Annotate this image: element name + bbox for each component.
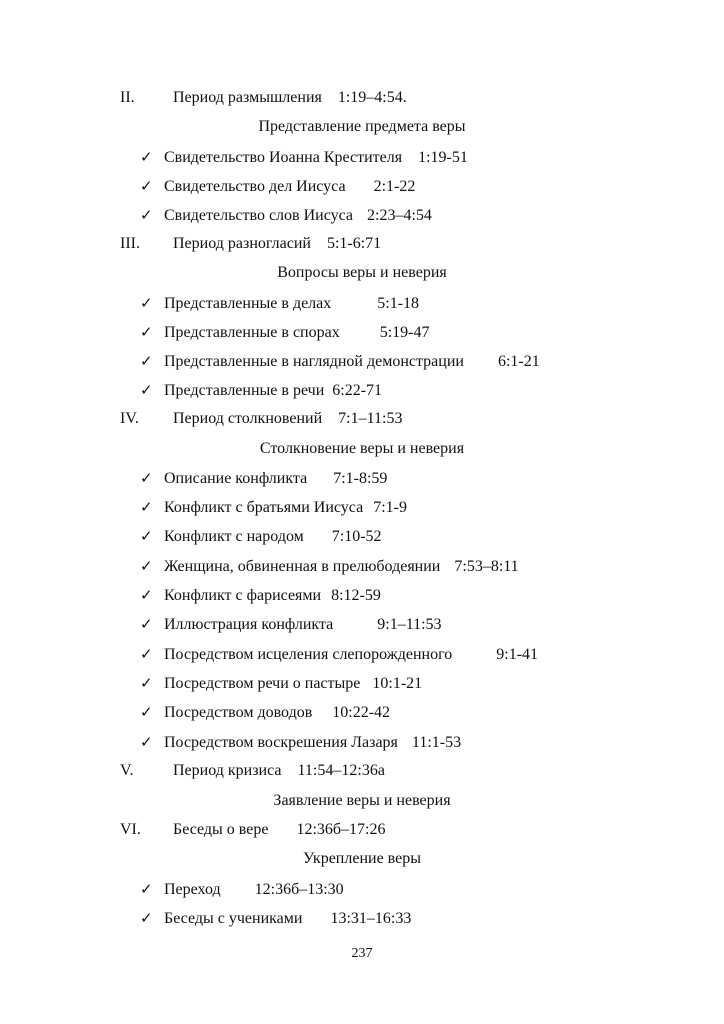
item-ref: 7:1-8:59 xyxy=(333,470,388,487)
item-label: Посредством доводов xyxy=(164,704,313,721)
item-ref: 5:19-47 xyxy=(379,324,430,341)
section-title: Период столкновений xyxy=(173,410,323,427)
section-numeral: II. xyxy=(120,89,135,106)
item-ref: 9:1–11:53 xyxy=(377,616,442,633)
page-number: 237 xyxy=(351,946,373,961)
item-ref: 13:31–16:33 xyxy=(330,910,412,927)
list-item xyxy=(140,468,387,489)
section-title: Беседы о вере xyxy=(173,821,269,838)
check-icon: ✓ xyxy=(140,909,153,927)
item-label: Свидетельство дел Иисуса xyxy=(164,178,346,195)
item-ref: 7:10-52 xyxy=(331,528,382,545)
check-icon: ✓ xyxy=(140,615,153,633)
item-label: Посредством воскрешения Лазаря xyxy=(164,734,398,751)
check-icon: ✓ xyxy=(140,381,153,399)
item-label: Представленные в спорах xyxy=(164,324,340,341)
section-ref: 7:1–11:53 xyxy=(338,410,403,427)
section-ref: 12:36б–17:26 xyxy=(296,821,386,838)
item-label: Свидетельство Иоанна Крестителя xyxy=(164,149,403,166)
item-ref: 6:1-21 xyxy=(497,353,540,370)
item-ref: 12:36б–13:30 xyxy=(254,881,344,898)
item-label: Беседы с учениками xyxy=(164,910,303,927)
item-label: Конфликт с братьями Иисуса xyxy=(164,499,364,516)
section-title: Период разногласий xyxy=(173,235,311,252)
item-ref: 2:23–4:54 xyxy=(367,207,432,224)
section-numeral: IV. xyxy=(120,410,139,427)
item-label: Посредством исцеления слепорожденного xyxy=(164,646,453,663)
check-icon: ✓ xyxy=(140,469,153,487)
section-heading xyxy=(173,820,385,840)
check-icon: ✓ xyxy=(140,498,153,516)
item-ref: 6:22-71 xyxy=(332,382,383,399)
item-ref: 5:1-18 xyxy=(377,295,420,312)
check-icon: ✓ xyxy=(140,880,153,898)
item-label: Представленные в делах xyxy=(164,295,332,312)
check-icon: ✓ xyxy=(140,645,153,663)
list-item xyxy=(140,380,382,401)
item-label: Свидетельство слов Иисуса xyxy=(164,207,353,224)
check-icon: ✓ xyxy=(140,557,153,575)
item-label: Иллюстрация конфликта xyxy=(164,616,334,633)
item-label: Переход xyxy=(164,881,221,898)
list-item xyxy=(140,702,390,723)
item-ref: 10:22-42 xyxy=(332,704,391,721)
list-item xyxy=(140,293,419,314)
section-subtitle: Представление предмета веры xyxy=(258,118,466,135)
list-item xyxy=(140,351,540,372)
item-ref: 9:1-41 xyxy=(496,646,539,663)
section-title: Период кризиса xyxy=(173,762,282,779)
list-item xyxy=(140,322,429,343)
check-icon: ✓ xyxy=(140,177,153,195)
item-ref: 10:1-21 xyxy=(372,675,423,692)
item-ref: 7:1-9 xyxy=(373,499,407,516)
section-subtitle: Укрепление веры xyxy=(303,850,421,867)
list-item xyxy=(140,879,344,900)
section-ref: 11:54–12:36а xyxy=(297,762,385,779)
section-subtitle: Заявление веры и неверия xyxy=(273,792,451,809)
list-item xyxy=(140,673,422,694)
item-ref: 7:53–8:11 xyxy=(454,558,519,575)
section-title: Период размышления xyxy=(173,89,322,106)
section-heading xyxy=(173,88,407,108)
list-item xyxy=(140,497,407,518)
section-ref: 1:19–4:54. xyxy=(337,89,407,106)
check-icon: ✓ xyxy=(140,323,153,341)
item-label: Конфликт с фарисеями xyxy=(164,587,322,604)
check-icon: ✓ xyxy=(140,148,153,166)
section-numeral: VI. xyxy=(120,821,141,838)
item-label: Женщина, обвиненная в прелюбодеянии xyxy=(164,558,441,575)
check-icon: ✓ xyxy=(140,733,153,751)
list-item xyxy=(140,732,461,753)
list-item xyxy=(140,556,519,577)
item-label: Представленные в речи xyxy=(164,382,325,399)
list-item xyxy=(140,908,411,929)
item-label: Описание конфликта xyxy=(164,470,308,487)
section-heading xyxy=(173,409,402,429)
list-item xyxy=(140,147,468,168)
item-ref: 11:1-53 xyxy=(411,734,462,751)
item-label: Представленные в наглядной демонстрации xyxy=(164,353,464,370)
section-subtitle: Столкновение веры и неверия xyxy=(259,440,465,457)
section-ref: 5:1-6:71 xyxy=(326,235,382,252)
item-label: Конфликт с народом xyxy=(164,528,304,545)
item-label: Посредством речи о пастыре xyxy=(164,675,361,692)
check-icon: ✓ xyxy=(140,294,153,312)
section-numeral: III. xyxy=(120,235,140,252)
list-item xyxy=(140,585,381,606)
section-numeral: V. xyxy=(120,762,134,779)
check-icon: ✓ xyxy=(140,586,153,604)
check-icon: ✓ xyxy=(140,527,153,545)
list-item xyxy=(140,614,442,635)
item-ref: 8:12-59 xyxy=(331,587,381,604)
check-icon: ✓ xyxy=(140,206,153,224)
item-ref: 2:1-22 xyxy=(373,178,416,195)
section-heading xyxy=(173,234,381,254)
section-subtitle: Вопросы веры и неверия xyxy=(277,264,447,281)
check-icon: ✓ xyxy=(140,352,153,370)
section-heading xyxy=(173,761,385,781)
list-item xyxy=(140,176,415,197)
list-item xyxy=(140,526,382,547)
check-icon: ✓ xyxy=(140,703,153,721)
check-icon: ✓ xyxy=(140,674,153,692)
item-ref: 1:19-51 xyxy=(418,149,468,166)
list-item xyxy=(140,205,432,226)
list-item xyxy=(140,644,538,665)
